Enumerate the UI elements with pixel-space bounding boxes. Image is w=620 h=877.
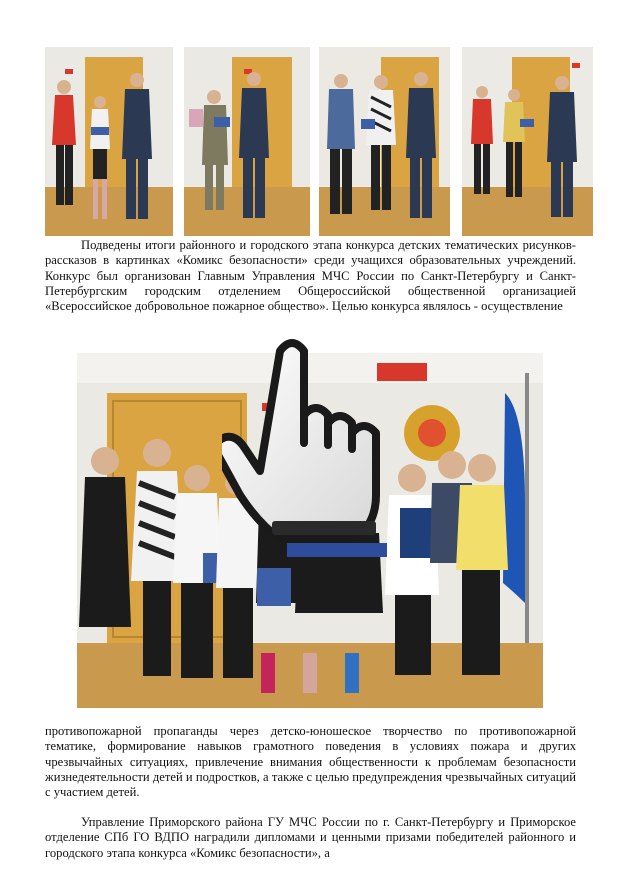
top-photo-row (45, 47, 593, 236)
photo-award-3 (319, 47, 450, 236)
photo-award-1 (45, 47, 173, 236)
paragraph-awards: Управление Приморского района ГУ МЧС России по г. Санкт-Петербургу и Приморское отделение СПб ГО ВДПО наградили дипломами и ценными призами победителей районного и городского этапа конкурса «Комикс безопасности», а (45, 815, 576, 860)
paragraph-goals: противопожарной пропаганды через детско-юношеское творчество по противопожарной тематике, формирование навыков грамотного поведения в условиях пожара и других чрезвычайных ситуациях, привлечение внимания общественности к проблемам безопасности жизнедеятельности детей и подростков, а также с целью предупреждения чрезвычайных ситуаций с участием детей. (45, 724, 576, 800)
photo-award-4 (462, 47, 593, 236)
photo-award-2 (184, 47, 310, 236)
paragraph-intro: Подведены итоги районного и городского этапа конкурса детских тематических рисунков-рассказов в картинках «Комикс безопасности» среди учащихся образовательных учреждений. Конкурс был организован Главным Управления МЧС России по Санкт-Петербургу и Санкт-Петербургским городским отделением Общероссийской общественной организацией «Всероссийское добровольное пожарное общество». Целью конкурса являлось - осуществление (45, 238, 576, 314)
hand-pointer-icon (222, 333, 398, 543)
